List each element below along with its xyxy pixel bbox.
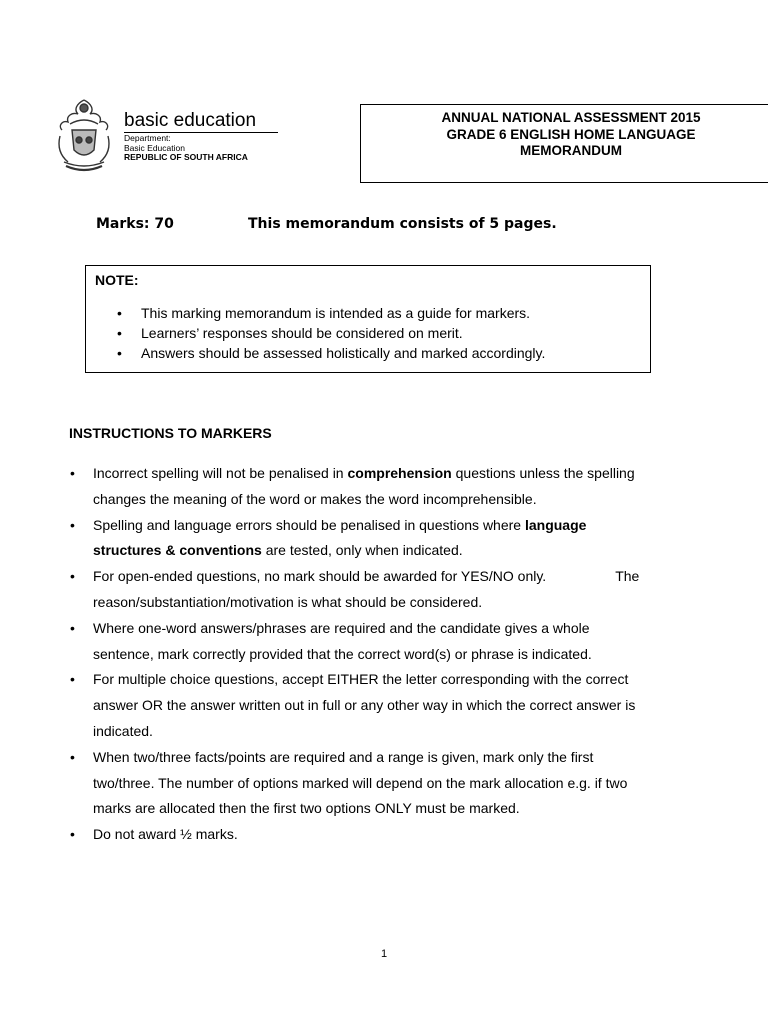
- instruction-line: marks are allocated then the first two options ONLY must be marked.: [93, 800, 520, 817]
- dept-line-3: REPUBLIC OF SOUTH AFRICA: [124, 152, 248, 162]
- emphasis-text: comprehension: [347, 465, 452, 481]
- instruction-line: For multiple choice questions, accept EITHER the letter corresponding with the correct: [93, 671, 629, 688]
- instruction-line: Spelling and language errors should be penalised in questions where language: [93, 516, 587, 533]
- bullet-icon: •: [70, 516, 75, 533]
- list-item: [86, 323, 545, 343]
- instruction-line: Where one-word answers/phrases are required and the candidate gives a whole: [93, 619, 590, 636]
- list-item: [69, 745, 709, 822]
- note-item-text: Learners’ responses should be considered on merit.: [141, 325, 463, 341]
- instructions-list: [69, 461, 709, 848]
- instruction-line: Do not award ½ marks.: [93, 826, 238, 843]
- bullet-icon: •: [70, 568, 75, 585]
- doc-title-line-2: GRADE 6 ENGLISH HOME LANGUAGE: [446, 126, 696, 142]
- list-item: [86, 303, 545, 323]
- marks-label: Marks: 70: [96, 216, 174, 232]
- list-item: [69, 513, 709, 565]
- instruction-line: answer OR the answer written out in full or any other way in which the correct answer is: [93, 697, 636, 714]
- coat-of-arms-icon: [50, 96, 118, 174]
- list-item: [69, 822, 709, 848]
- doc-title-line-1: ANNUAL NATIONAL ASSESSMENT 2015: [441, 110, 701, 125]
- page-count-label: This memorandum consists of 5 pages.: [248, 216, 557, 232]
- list-item: [86, 343, 545, 363]
- instruction-line: changes the meaning of the word or makes the word incomprehensible.: [93, 490, 537, 507]
- bullet-icon: •: [117, 305, 122, 321]
- instruction-line: indicated.: [93, 722, 153, 739]
- note-box: [85, 265, 651, 373]
- org-name: basic education: [124, 110, 257, 131]
- instruction-line: two/three. The number of options marked will depend on the mark allocation e.g. if two: [93, 774, 628, 791]
- bullet-icon: •: [70, 465, 75, 481]
- list-item: [69, 667, 709, 744]
- list-item: [69, 461, 709, 513]
- note-item-text: Answers should be assessed holistically and marked accordingly.: [141, 345, 546, 361]
- emphasis-text: structures & conventions: [93, 542, 262, 559]
- page-number: 1: [380, 948, 388, 960]
- dept-line-1: Department:: [124, 133, 171, 143]
- instruction-line: Incorrect spelling will not be penalised in comprehension questions unless the spelling: [93, 465, 635, 481]
- note-title: NOTE:: [95, 272, 139, 288]
- note-list: [86, 303, 545, 363]
- note-item-text: This marking memorandum is intended as a guide for markers.: [141, 305, 531, 321]
- bullet-icon: •: [70, 748, 75, 765]
- bullet-icon: •: [70, 619, 75, 636]
- instruction-line: reason/substantiation/motivation is what should be considered.: [93, 593, 483, 610]
- bullet-icon: •: [117, 345, 122, 361]
- instruction-line: For open-ended questions, no mark should be awarded for YES/NO only. The: [93, 568, 640, 585]
- department-block: [124, 134, 248, 163]
- instruction-line: When two/three facts/points are required and a range is given, mark only the first: [93, 748, 594, 765]
- list-item: [69, 564, 709, 616]
- emphasis-text: language: [524, 516, 587, 533]
- document-title-box: [360, 104, 768, 183]
- instruction-line: structures & conventions are tested, only when indicated.: [93, 542, 463, 559]
- bullet-icon: •: [117, 325, 122, 341]
- doc-title-line-3: MEMORANDUM: [520, 143, 622, 158]
- instructions-heading: INSTRUCTIONS TO MARKERS: [69, 425, 272, 441]
- instruction-line: sentence, mark correctly provided that the correct word(s) or phrase is indicated.: [93, 645, 592, 662]
- list-item: [69, 616, 709, 668]
- bullet-icon: •: [70, 671, 75, 688]
- bullet-icon: •: [70, 826, 75, 843]
- dept-line-2: Basic Education: [124, 142, 185, 153]
